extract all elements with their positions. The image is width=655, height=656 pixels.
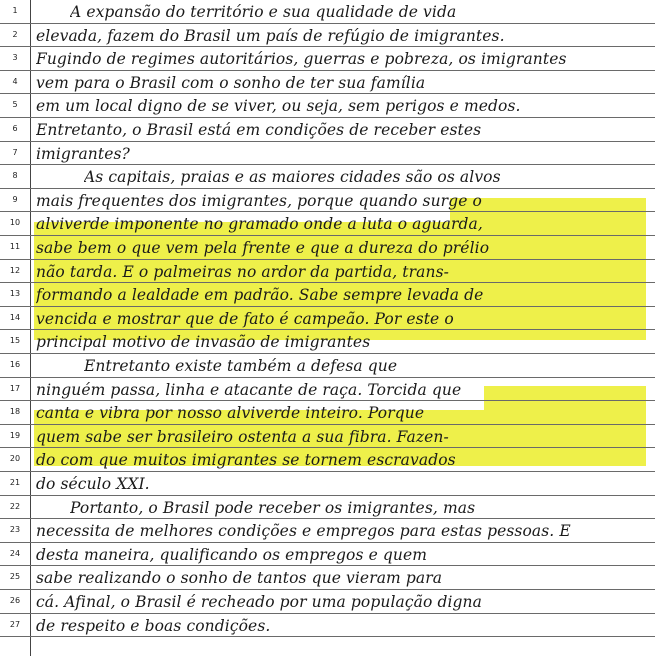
- line-row: [0, 330, 655, 354]
- line-number: 5: [12, 100, 18, 110]
- line-number: 16: [9, 360, 21, 369]
- line-row: [0, 496, 655, 520]
- line-number: 7: [12, 147, 18, 157]
- line-text: A expansão do território e sua qualidade de vida: [70, 3, 457, 21]
- line-number: 25: [9, 572, 21, 582]
- line-text: ninguém passa, linha e atacante de raça. Torcida que: [36, 380, 462, 399]
- line-text: vem para o Brasil com o sonho de ter sua família: [36, 73, 426, 92]
- line-row: [0, 590, 655, 614]
- line-number: 1: [12, 6, 18, 15]
- line-text: desta maneira, qualificando os empregos e quem: [36, 545, 428, 564]
- line-number: 20: [9, 454, 21, 464]
- line-row: [0, 165, 655, 189]
- line-row: [0, 283, 655, 307]
- line-number: 4: [12, 76, 18, 86]
- line-number: 3: [12, 53, 18, 63]
- line-text: não tarda. E o palmeiras no ardor da partida, trans-: [36, 262, 449, 281]
- line-row: [0, 47, 655, 71]
- line-row: [0, 142, 655, 166]
- line-text: vencida e mostrar que de fato é campeão. Por este o: [36, 309, 454, 328]
- line-number: 13: [9, 289, 21, 299]
- line-text: Fugindo de regimes autoritários, guerras e pobreza, os imigrantes: [36, 50, 567, 69]
- line-number: 24: [9, 548, 21, 558]
- line-row: [0, 307, 655, 331]
- line-text: de respeito e boas condições.: [36, 616, 271, 635]
- line-number: 11: [9, 242, 21, 251]
- line-text: sabe realizando o sonho de tantos que vieram para: [36, 569, 443, 588]
- line-text: formando a lealdade em padrão. Sabe sempre levada de: [36, 286, 484, 305]
- line-number: 23: [9, 525, 21, 535]
- line-text: em um local digno de se viver, ou seja, sem perigos e medos.: [36, 97, 521, 116]
- line-row: [0, 260, 655, 284]
- line-row: [0, 519, 655, 543]
- line-row: [0, 543, 655, 567]
- line-number: 17: [9, 383, 21, 393]
- line-number: 6: [12, 124, 18, 133]
- line-text: mais frequentes dos imigrantes, porque quando surge o: [36, 191, 482, 210]
- line-text: Entretanto existe também a defesa que: [84, 357, 398, 375]
- line-text: elevada, fazem do Brasil um país de refúgio de imigrantes.: [36, 26, 505, 45]
- line-row: [0, 212, 655, 236]
- line-number: 2: [12, 29, 18, 39]
- line-number: 8: [12, 171, 18, 181]
- line-number: 14: [9, 312, 21, 322]
- line-row: [0, 354, 655, 378]
- line-row: [0, 401, 655, 425]
- line-text: do com que muitos imigrantes se tornem escravados: [36, 451, 456, 470]
- line-row: [0, 378, 655, 402]
- line-number: 12: [9, 265, 21, 275]
- line-text: As capitais, praias e as maiores cidades são os alvos: [84, 168, 501, 187]
- line-text: imigrantes?: [36, 144, 130, 163]
- line-text: sabe bem o que vem pela frente e que a dureza do prélio: [36, 239, 490, 257]
- line-text: Entretanto, o Brasil está em condições de receber estes: [36, 121, 482, 139]
- line-number: 10: [9, 218, 21, 228]
- line-number: 18: [9, 407, 21, 417]
- line-text: principal motivo de invasão de imigrantes: [36, 333, 371, 352]
- line-row: [0, 614, 655, 638]
- line-number: 9: [12, 194, 18, 204]
- line-number: 15: [9, 336, 21, 346]
- line-row: [0, 94, 655, 118]
- line-number: 21: [9, 478, 21, 487]
- line-text: Portanto, o Brasil pode receber os imigrantes, mas: [70, 498, 476, 517]
- line-row: [0, 71, 655, 95]
- line-row: [0, 236, 655, 260]
- line-row: [0, 118, 655, 142]
- line-number: 22: [9, 501, 21, 511]
- line-row: [0, 425, 655, 449]
- line-row: [0, 189, 655, 213]
- line-text: alviverde imponente no gramado onde a luta o aguarda,: [36, 215, 483, 234]
- line-row: [0, 24, 655, 48]
- line-text: quem sabe ser brasileiro ostenta a sua fibra. Fazen-: [36, 427, 449, 446]
- line-text: canta e vibra por nosso alviverde inteiro. Porque: [36, 404, 425, 423]
- line-text: do século XXI.: [36, 475, 150, 493]
- line-row: [0, 0, 655, 24]
- line-text: necessita de melhores condições e empregos para estas pessoas. E: [36, 522, 571, 541]
- line-row: [0, 566, 655, 590]
- line-row: [0, 472, 655, 496]
- line-number: 19: [9, 430, 21, 440]
- line-number: 27: [9, 619, 21, 629]
- line-row: [0, 448, 655, 472]
- line-number: 26: [9, 596, 21, 605]
- line-text: cá. Afinal, o Brasil é recheado por uma população digna: [36, 593, 482, 611]
